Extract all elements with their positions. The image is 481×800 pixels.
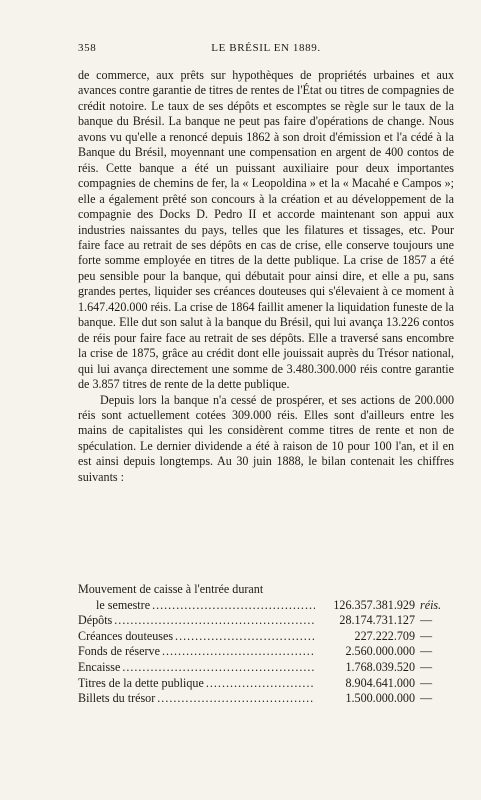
balance-amount: 227.222.709 — [354, 628, 415, 643]
balance-row — [78, 613, 454, 629]
dot-leader — [114, 613, 315, 629]
balance-row — [78, 676, 454, 692]
balance-row — [78, 660, 454, 676]
dot-leader — [122, 660, 315, 676]
balance-row — [78, 644, 454, 660]
balance-amount: 1.500.000.000 — [345, 691, 415, 706]
dot-leader — [162, 644, 315, 660]
balance-label: Fonds de réserve — [78, 644, 160, 659]
body-text — [78, 68, 454, 485]
balance-amount: 126.357.381.929 — [333, 597, 415, 612]
balance-amount: 2.560.000.000 — [345, 644, 415, 659]
dot-leader — [206, 676, 315, 692]
balance-unit: — — [420, 628, 433, 643]
balance-label: Encaisse — [78, 659, 121, 674]
balance-amount: 1.768.039.520 — [345, 659, 415, 674]
running-title: LE BRÉSIL EN 1889. — [211, 42, 321, 54]
balance-caption: Mouvement de caisse à l'entrée durant — [78, 582, 264, 596]
balance-unit: — — [420, 691, 433, 706]
dot-leader — [152, 598, 315, 614]
balance-unit: — — [420, 659, 433, 674]
dot-leader — [157, 691, 315, 707]
balance-label: Dépôts — [78, 613, 113, 628]
balance-label: Titres de la dette publique — [78, 675, 204, 690]
balance-row — [78, 691, 454, 707]
balance-row — [78, 629, 454, 645]
balance-unit: réis. — [420, 597, 442, 612]
balance-unit: — — [420, 644, 433, 659]
dot-leader — [175, 629, 315, 645]
balance-row — [78, 598, 454, 614]
balance-unit: — — [420, 675, 433, 690]
balance-label: le semestre — [96, 597, 151, 612]
page-number: 358 — [78, 42, 97, 54]
balance-amount: 28.174.731.127 — [339, 613, 415, 628]
running-header — [78, 42, 454, 58]
balance-sheet — [78, 582, 454, 707]
balance-unit: — — [420, 613, 433, 628]
paragraph: Depuis lors la banque n'a cessé de prospérer, et ses actions de 200.000 réis sont actuellement cotées 309.000 réis. Elles sont d'ailleurs entre les mains de capitalistes qui les considèrent comme titres de rente et non de spéculation. Le dernier dividende a été à raison de 10 pour 100 l'an, et il en est ainsi depuis longtemps. Au 30 juin 1888, le bilan contenait les chiffres suivants : — [78, 392, 454, 484]
balance-amount: 8.904.641.000 — [345, 675, 415, 690]
balance-label: Créances douteuses — [78, 628, 174, 643]
paragraph: de commerce, aux prêts sur hypothèques de propriétés urbaines et aux avances contre garantie de titres de rentes de l'État ou titres de compagnies de crédit notoire. Le taux de ses dépôts et escomptes se règle sur le taux de la banque du Brésil. La banque ne peut pas faire d'opérations de change. Nous avons vu qu'elle a renoncé depuis 1862 à son droit d'émission et l'a cédé à la Banque du Brésil, moyennant une compensation en argent de 400 contos de réis. Cette banque a été un puissant auxiliaire pour deux importantes compagnies de chemins de fer, la « Leopoldina » et la « Macahé e Campos »; elle a également prêté son concours à la création et au développement de la compagnie des Docks D. Pedro II et accorde maintenant son appui aux industries naissantes du pays, telles que les filatures et tissages, etc. Pour faire face au retrait de ses dépôts en cas de crise, elle conserve toujours une forte somme employée en titres de la dette publique. La crise de 1857 a été peu sensible pour la banque, qui débutait pour ainsi dire, et elle a pu, sans grandes pertes, liquider ses créances douteuses qui s'élevaient à ce moment à 1.647.420.000 réis. La crise de 1864 faillit amener la liquidation funeste de la banque. Elle dut son salut à la banque du Brésil, qui lui avança 13.226 contos de réis pour faire face au retrait de ses dépôts. Elle a traversé sans encombre la crise de 1875, grâce au crédit dont elle jouissait auprès du Trésor national, qui lui avança directement une somme de 3.480.300.000 réis contre garantie de 3.857 titres de rente de la dette publique. — [78, 68, 454, 392]
balance-label: Billets du trésor — [78, 691, 156, 706]
